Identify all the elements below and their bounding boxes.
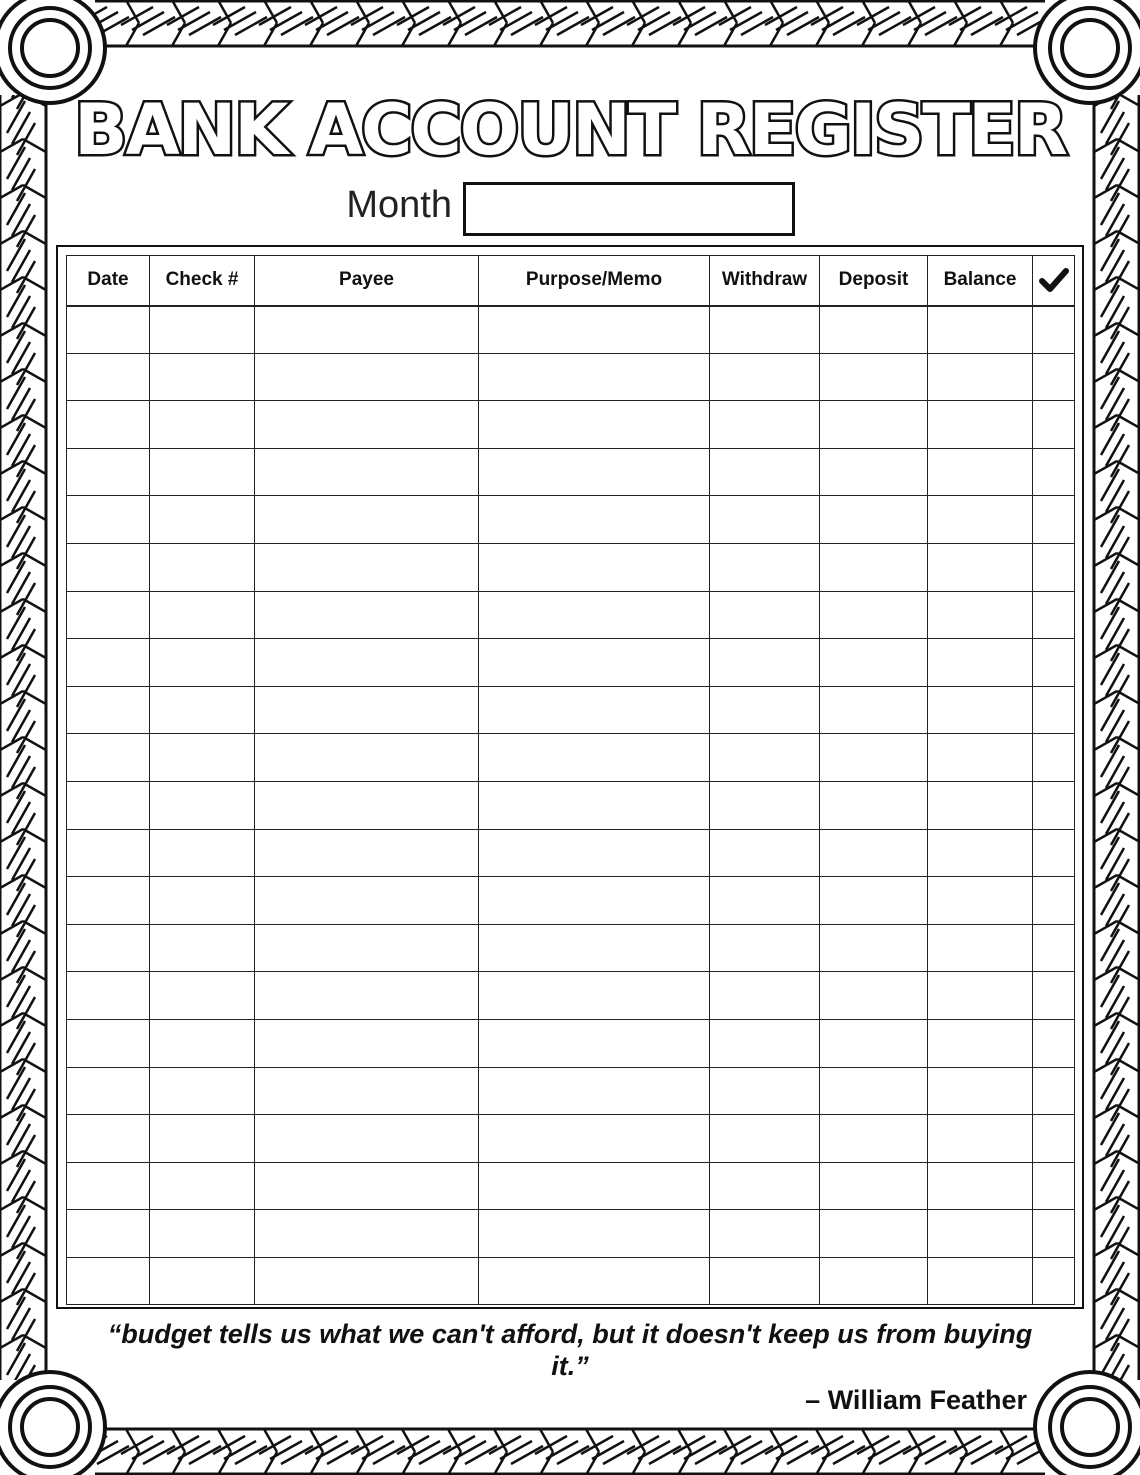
cell-deposit[interactable] (820, 1162, 928, 1210)
cell-date[interactable] (67, 877, 150, 925)
table-row (67, 1019, 1075, 1067)
column-header-purpose-memo: Purpose/Memo (479, 256, 710, 306)
cell-purpose-memo[interactable] (479, 1257, 710, 1305)
cell-date[interactable] (67, 591, 150, 639)
table-row (67, 877, 1075, 925)
column-header-withdraw: Withdraw (710, 256, 820, 306)
cell-payee[interactable] (255, 1115, 479, 1163)
register-table (66, 255, 1075, 1305)
cell-cleared[interactable] (1033, 401, 1075, 449)
cell-payee[interactable] (255, 401, 479, 449)
cell-check-number[interactable] (150, 401, 255, 449)
cell-payee[interactable] (255, 353, 479, 401)
column-header-date: Date (67, 256, 150, 306)
cell-cleared[interactable] (1033, 591, 1075, 639)
cell-date[interactable] (67, 686, 150, 734)
cell-purpose-memo[interactable] (479, 781, 710, 829)
cell-withdraw[interactable] (710, 877, 820, 925)
cell-withdraw[interactable] (710, 924, 820, 972)
cell-check-number[interactable] (150, 448, 255, 496)
cell-purpose-memo[interactable] (479, 496, 710, 544)
table-row (67, 1162, 1075, 1210)
cell-purpose-memo[interactable] (479, 1019, 710, 1067)
table-row (67, 401, 1075, 449)
cell-purpose-memo[interactable] (479, 639, 710, 687)
column-header-balance: Balance (928, 256, 1033, 306)
cell-date[interactable] (67, 353, 150, 401)
cell-payee[interactable] (255, 591, 479, 639)
cell-check-number[interactable] (150, 924, 255, 972)
cell-date[interactable] (67, 639, 150, 687)
cell-payee[interactable] (255, 924, 479, 972)
table-row (67, 353, 1075, 401)
cell-balance[interactable] (928, 829, 1033, 877)
cell-date[interactable] (67, 401, 150, 449)
cell-purpose-memo[interactable] (479, 972, 710, 1020)
cell-payee[interactable] (255, 972, 479, 1020)
cell-date[interactable] (67, 306, 150, 354)
cell-check-number[interactable] (150, 639, 255, 687)
cell-withdraw[interactable] (710, 829, 820, 877)
cell-deposit[interactable] (820, 877, 928, 925)
cell-deposit[interactable] (820, 306, 928, 354)
cell-cleared[interactable] (1033, 781, 1075, 829)
cell-payee[interactable] (255, 1067, 479, 1115)
quote-author: – William Feather (805, 1385, 1027, 1415)
cell-withdraw[interactable] (710, 639, 820, 687)
cell-check-number[interactable] (150, 686, 255, 734)
table-row (67, 306, 1075, 354)
cell-check-number[interactable] (150, 1162, 255, 1210)
table-row (67, 591, 1075, 639)
cell-balance[interactable] (928, 972, 1033, 1020)
cell-check-number[interactable] (150, 543, 255, 591)
cell-balance[interactable] (928, 924, 1033, 972)
table-row (67, 686, 1075, 734)
cell-deposit[interactable] (820, 972, 928, 1020)
cell-cleared[interactable] (1033, 686, 1075, 734)
cell-payee[interactable] (255, 1210, 479, 1258)
cell-check-number[interactable] (150, 1257, 255, 1305)
cell-withdraw[interactable] (710, 306, 820, 354)
cell-cleared[interactable] (1033, 1210, 1075, 1258)
cell-deposit[interactable] (820, 686, 928, 734)
cell-withdraw[interactable] (710, 448, 820, 496)
cell-cleared[interactable] (1033, 1115, 1075, 1163)
cell-balance[interactable] (928, 591, 1033, 639)
cell-balance[interactable] (928, 1115, 1033, 1163)
cell-date[interactable] (67, 1257, 150, 1305)
cell-check-number[interactable] (150, 1067, 255, 1115)
cell-purpose-memo[interactable] (479, 306, 710, 354)
cell-payee[interactable] (255, 1257, 479, 1305)
cell-payee[interactable] (255, 639, 479, 687)
cell-withdraw[interactable] (710, 734, 820, 782)
cell-deposit[interactable] (820, 496, 928, 544)
cell-purpose-memo[interactable] (479, 924, 710, 972)
cell-withdraw[interactable] (710, 781, 820, 829)
cell-withdraw[interactable] (710, 353, 820, 401)
cell-deposit[interactable] (820, 591, 928, 639)
checkmark-icon (1039, 267, 1069, 293)
cell-withdraw[interactable] (710, 1115, 820, 1163)
cell-cleared[interactable] (1033, 448, 1075, 496)
month-field[interactable] (463, 182, 795, 236)
cell-date[interactable] (67, 829, 150, 877)
table-row (67, 1257, 1075, 1305)
cell-payee[interactable] (255, 877, 479, 925)
table-header-row (67, 256, 1075, 306)
cell-cleared[interactable] (1033, 1162, 1075, 1210)
cell-deposit[interactable] (820, 1019, 928, 1067)
cell-deposit[interactable] (820, 543, 928, 591)
cell-cleared[interactable] (1033, 972, 1075, 1020)
cell-check-number[interactable] (150, 829, 255, 877)
table-row (67, 972, 1075, 1020)
cell-withdraw[interactable] (710, 972, 820, 1020)
cell-purpose-memo[interactable] (479, 543, 710, 591)
cell-balance[interactable] (928, 306, 1033, 354)
cell-payee[interactable] (255, 1162, 479, 1210)
table-row (67, 829, 1075, 877)
cell-payee[interactable] (255, 543, 479, 591)
cell-balance[interactable] (928, 448, 1033, 496)
table-row (67, 781, 1075, 829)
cell-withdraw[interactable] (710, 1210, 820, 1258)
cell-check-number[interactable] (150, 734, 255, 782)
cell-balance[interactable] (928, 401, 1033, 449)
cell-deposit[interactable] (820, 1210, 928, 1258)
cell-withdraw[interactable] (710, 591, 820, 639)
cell-deposit[interactable] (820, 401, 928, 449)
cell-deposit[interactable] (820, 353, 928, 401)
cell-withdraw[interactable] (710, 686, 820, 734)
cell-date[interactable] (67, 448, 150, 496)
cell-check-number[interactable] (150, 496, 255, 544)
cell-check-number[interactable] (150, 306, 255, 354)
cell-check-number[interactable] (150, 1019, 255, 1067)
cell-deposit[interactable] (820, 781, 928, 829)
cell-cleared[interactable] (1033, 924, 1075, 972)
cell-withdraw[interactable] (710, 543, 820, 591)
cell-purpose-memo[interactable] (479, 734, 710, 782)
cell-withdraw[interactable] (710, 401, 820, 449)
cell-date[interactable] (67, 1067, 150, 1115)
cell-date[interactable] (67, 734, 150, 782)
cell-balance[interactable] (928, 639, 1033, 687)
quote-text: “budget tells us what we can't afford, but it doesn't keep us from buying it.” (107, 1319, 1033, 1381)
cell-deposit[interactable] (820, 829, 928, 877)
table-row (67, 1115, 1075, 1163)
cell-payee[interactable] (255, 686, 479, 734)
table-row (67, 639, 1075, 687)
cell-payee[interactable] (255, 1019, 479, 1067)
cell-cleared[interactable] (1033, 877, 1075, 925)
cell-purpose-memo[interactable] (479, 686, 710, 734)
cell-balance[interactable] (928, 1067, 1033, 1115)
cell-payee[interactable] (255, 734, 479, 782)
cell-balance[interactable] (928, 686, 1033, 734)
cell-check-number[interactable] (150, 353, 255, 401)
cell-cleared[interactable] (1033, 829, 1075, 877)
table-row (67, 924, 1075, 972)
cell-balance[interactable] (928, 1257, 1033, 1305)
cell-payee[interactable] (255, 781, 479, 829)
cell-date[interactable] (67, 1162, 150, 1210)
cell-date[interactable] (67, 781, 150, 829)
cell-date[interactable] (67, 1019, 150, 1067)
cell-check-number[interactable] (150, 781, 255, 829)
cell-purpose-memo[interactable] (479, 1210, 710, 1258)
cell-deposit[interactable] (820, 1257, 928, 1305)
cell-balance[interactable] (928, 1210, 1033, 1258)
cell-date[interactable] (67, 924, 150, 972)
cell-cleared[interactable] (1033, 639, 1075, 687)
cell-check-number[interactable] (150, 877, 255, 925)
table-row (67, 448, 1075, 496)
column-header-payee: Payee (255, 256, 479, 306)
cell-date[interactable] (67, 1210, 150, 1258)
cell-date[interactable] (67, 496, 150, 544)
column-header-deposit: Deposit (820, 256, 928, 306)
cell-deposit[interactable] (820, 1067, 928, 1115)
cell-balance[interactable] (928, 1019, 1033, 1067)
cell-purpose-memo[interactable] (479, 1115, 710, 1163)
table-row (67, 496, 1075, 544)
cell-cleared[interactable] (1033, 543, 1075, 591)
register-table-frame (56, 245, 1084, 1309)
month-label: Month (346, 184, 452, 226)
cell-deposit[interactable] (820, 639, 928, 687)
cell-date[interactable] (67, 1115, 150, 1163)
cell-deposit[interactable] (820, 924, 928, 972)
table-row (67, 734, 1075, 782)
cell-payee[interactable] (255, 448, 479, 496)
cell-purpose-memo[interactable] (479, 1067, 710, 1115)
column-header-cleared (1033, 256, 1075, 306)
cell-cleared[interactable] (1033, 306, 1075, 354)
cell-date[interactable] (67, 972, 150, 1020)
column-header-check-number: Check # (150, 256, 255, 306)
cell-balance[interactable] (928, 496, 1033, 544)
cell-purpose-memo[interactable] (479, 353, 710, 401)
cell-date[interactable] (67, 543, 150, 591)
cell-purpose-memo[interactable] (479, 829, 710, 877)
cell-payee[interactable] (255, 306, 479, 354)
cell-purpose-memo[interactable] (479, 448, 710, 496)
cell-balance[interactable] (928, 543, 1033, 591)
page-title: BANK ACCOUNT REGISTER (74, 89, 1066, 171)
cell-cleared[interactable] (1033, 1019, 1075, 1067)
cell-deposit[interactable] (820, 1115, 928, 1163)
cell-balance[interactable] (928, 781, 1033, 829)
cell-check-number[interactable] (150, 1115, 255, 1163)
cell-withdraw[interactable] (710, 1257, 820, 1305)
cell-purpose-memo[interactable] (479, 401, 710, 449)
cell-cleared[interactable] (1033, 496, 1075, 544)
cell-check-number[interactable] (150, 1210, 255, 1258)
cell-cleared[interactable] (1033, 734, 1075, 782)
cell-purpose-memo[interactable] (479, 1162, 710, 1210)
cell-balance[interactable] (928, 877, 1033, 925)
cell-payee[interactable] (255, 829, 479, 877)
cell-withdraw[interactable] (710, 1019, 820, 1067)
table-row (67, 543, 1075, 591)
cell-cleared[interactable] (1033, 353, 1075, 401)
cell-deposit[interactable] (820, 448, 928, 496)
cell-purpose-memo[interactable] (479, 591, 710, 639)
cell-balance[interactable] (928, 734, 1033, 782)
cell-withdraw[interactable] (710, 1162, 820, 1210)
corner-ring-bottom-right (1035, 1372, 1140, 1475)
cell-cleared[interactable] (1033, 1257, 1075, 1305)
cell-balance[interactable] (928, 353, 1033, 401)
cell-balance[interactable] (928, 1162, 1033, 1210)
corner-ring-bottom-left (0, 1372, 105, 1475)
cell-check-number[interactable] (150, 591, 255, 639)
cell-withdraw[interactable] (710, 1067, 820, 1115)
cell-cleared[interactable] (1033, 1067, 1075, 1115)
cell-payee[interactable] (255, 496, 479, 544)
table-row (67, 1067, 1075, 1115)
cell-check-number[interactable] (150, 972, 255, 1020)
table-row (67, 1210, 1075, 1258)
cell-purpose-memo[interactable] (479, 877, 710, 925)
cell-deposit[interactable] (820, 734, 928, 782)
cell-withdraw[interactable] (710, 496, 820, 544)
